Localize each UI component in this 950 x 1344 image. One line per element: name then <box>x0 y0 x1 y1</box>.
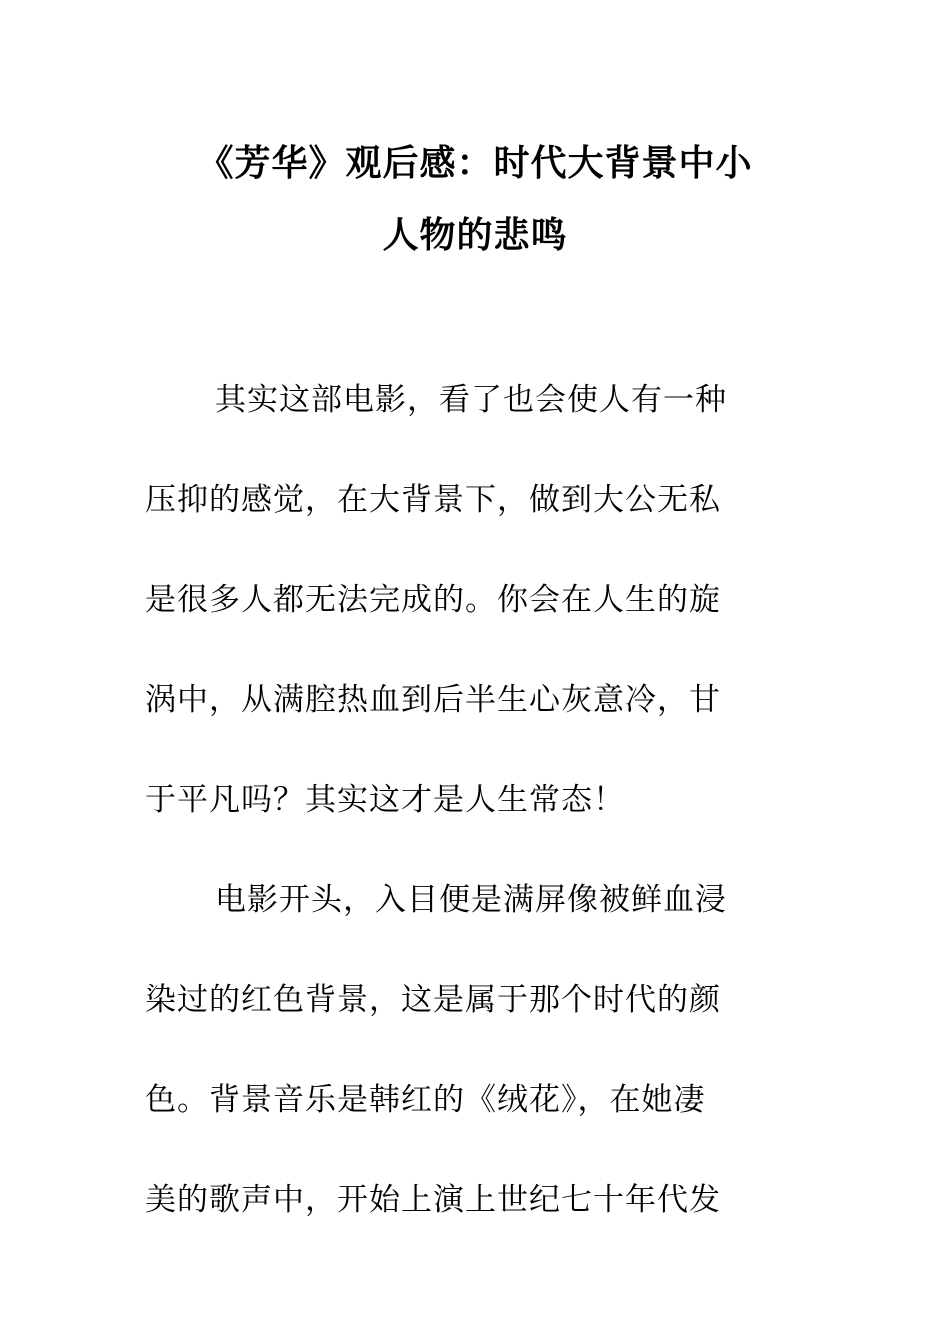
paragraph-2 <box>145 868 785 1268</box>
paragraph-line: 电影开头，入目便是满屏像被鲜血浸 <box>215 882 727 918</box>
paragraph-line: 染过的红色背景，这是属于那个时代的颜 <box>145 982 721 1018</box>
title-line-1: 《芳华》观后感：时代大背景中小 <box>197 143 753 184</box>
document-title <box>145 128 805 272</box>
paragraph-line: 是很多人都无法完成的。你会在人生的旋 <box>145 582 721 618</box>
title-line-2: 人物的悲鸣 <box>382 215 568 256</box>
paragraph-line: 美的歌声中，开始上演上世纪七十年代发 <box>145 1182 721 1218</box>
document-body <box>145 368 785 1268</box>
paragraph-line: 压抑的感觉，在大背景下，做到大公无私 <box>145 482 721 518</box>
paragraph-line: 其实这部电影，看了也会使人有一种 <box>215 382 727 418</box>
paragraph-line: 涡中，从满腔热血到后半生心灰意冷，甘 <box>145 682 721 718</box>
paragraph-line: 于平凡吗？其实这才是人生常态！ <box>145 782 625 818</box>
paragraph-1 <box>145 368 785 868</box>
paragraph-line: 色。背景音乐是韩红的《绒花》，在她凄 <box>145 1082 706 1118</box>
